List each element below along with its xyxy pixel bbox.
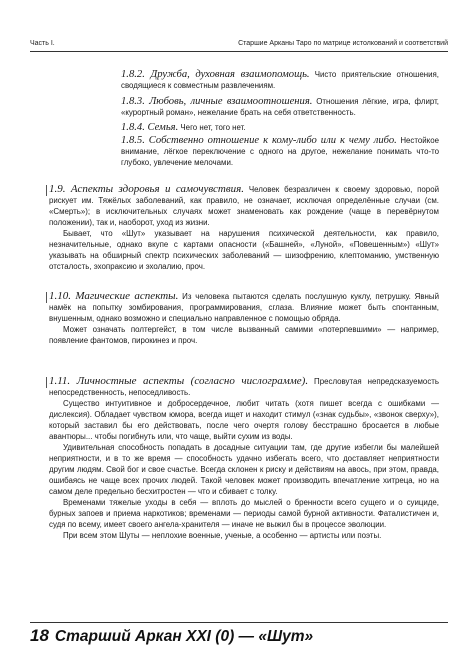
subsection-text: Чисто приятельские отношения, сводящиеся к совместным развлечениям.: [121, 70, 440, 90]
section-paragraph: Может означать полтергейст, в том числе вызванный самими «потерпевшими» — например, появление фантомов, пирокинез и проч.: [49, 325, 439, 345]
subsection-1-8-4: [121, 122, 439, 133]
header-part: Часть I.: [30, 40, 55, 47]
section-lead: Человек безразличен к своему здоровью, порой рискует им. Тяжёлых заболеваний, как правило, не означает, исключая определённые случаи (см. «Смерть»); в исключительных случаях может знаменовать как рождение (чаще в перевёрнутом положении), так и, наоборот, уход из жизни.: [49, 185, 439, 227]
section-marker-rule: [46, 185, 47, 196]
subsection-1-8-2: [121, 69, 439, 91]
subsection-text: Отношения лёгкие, игра, флирт, «курортный роман», нежелание брать на себя ответственность.: [121, 97, 439, 117]
subsection-heading: 1.8.5. Собственно отношение к кому-либо или к чему либо.: [121, 135, 397, 146]
section-paragraph: При всем этом Шуты — неплохие военные, ученые, а особенно — артисты или поэты.: [63, 531, 382, 540]
footer-rule: [30, 622, 448, 623]
section-lead: Из человека пытаются сделать послушную куклу, петрушку. Явный намёк на попытку зомбирования, программирования, сглаза. Влияние может быть спонтанным, внушенным, однако возможно и специально направленное с помощью обряда.: [49, 292, 439, 323]
subsection-text: Чего нет, того нет.: [180, 123, 246, 132]
running-footer: [30, 626, 313, 646]
page-number: 18: [30, 626, 49, 645]
subsection-text: Нестойкое внимание, лёгкое переключение с одного на другое, нежелание понимать что-то глубоко, увлечение мелочами.: [121, 136, 439, 167]
subsection-heading: 1.8.2. Дружба, духовная взаимопомощь.: [121, 69, 310, 80]
section-paragraph: Существо интуитивное и добросердечное, любит читать (хотя пишет всегда с ошибками — дислексия). Обладает чувством юмора, всегда ищет и находит стимул («знак судьбы», «звонок сверху»), который заставил бы его действовать, после чего очертя голову бесстрашно бросается в любые авантюры... чтобы погибнуть или, что чаще, выйти сухим из воды.: [49, 399, 439, 441]
section-paragraph: Бывает, что «Шут» указывает на нарушения психической деятельности, как правило, незначительные, однако вкупе с картами опасности («Башней», «Луной», «Повешенным») «Шут» указывать на обширный спектр психических заболеваний — шизофрению, клептоманию, умственную отсталость, эхопраксию и эхолалию, проч.: [49, 229, 439, 271]
running-header: [30, 39, 448, 48]
subsection-1-8-5: [121, 135, 439, 168]
subsection-heading: 1.8.3. Любовь, личные взаимоотношения.: [121, 96, 313, 107]
section-paragraph: Удивительная способность попадать в досадные ситуации там, где другие избегли бы малейшей неприятности, и в то же время — способность удачно избегать всего, что доставляет неприятности другим людям. Свой бог и свое счастье. Всегда склонен к риску и действиям на авось, при этом, правда, ошибаясь не чаще всех прочих людей. Такой человек может производить впечатление хитреца, но на самом деле предельно бесхитростен — что и сбивает с толку.: [49, 443, 439, 496]
section-1-9: [49, 184, 439, 272]
subsection-heading: 1.8.4. Семья.: [121, 122, 179, 133]
section-1-10: [49, 291, 439, 346]
section-heading: 1.10. Магические аспекты.: [49, 290, 179, 302]
section-heading: 1.9. Аспекты здоровья и самочувствия.: [49, 183, 244, 195]
section-marker-rule: [46, 377, 47, 388]
header-rule: [30, 51, 448, 52]
section-marker-rule: [46, 292, 47, 303]
section-lead: Пресловутая непредсказуемость непосредственность, непоседливость.: [49, 377, 439, 397]
section-heading: 1.11. Личностные аспекты (согласно числограмме).: [49, 375, 309, 387]
header-title: Старшие Арканы Таро по матрице истолкований и соответствий: [238, 40, 448, 47]
subsection-1-8-3: [121, 96, 439, 118]
footer-title: Старший Аркан XXI (0) — «Шут»: [54, 628, 314, 645]
section-paragraph: Временами тяжелые уходы в себя — вплоть до мыслей о бренности всего сущего и о суициде, бурных запоев и приема наркотиков; временами — периоды самой бурной активности. Фаталистичен и, судя по всему, имеет своего ангела-хранителя — иначе не выжил бы в процессе эволюции.: [49, 498, 439, 529]
section-1-11: [49, 376, 439, 541]
